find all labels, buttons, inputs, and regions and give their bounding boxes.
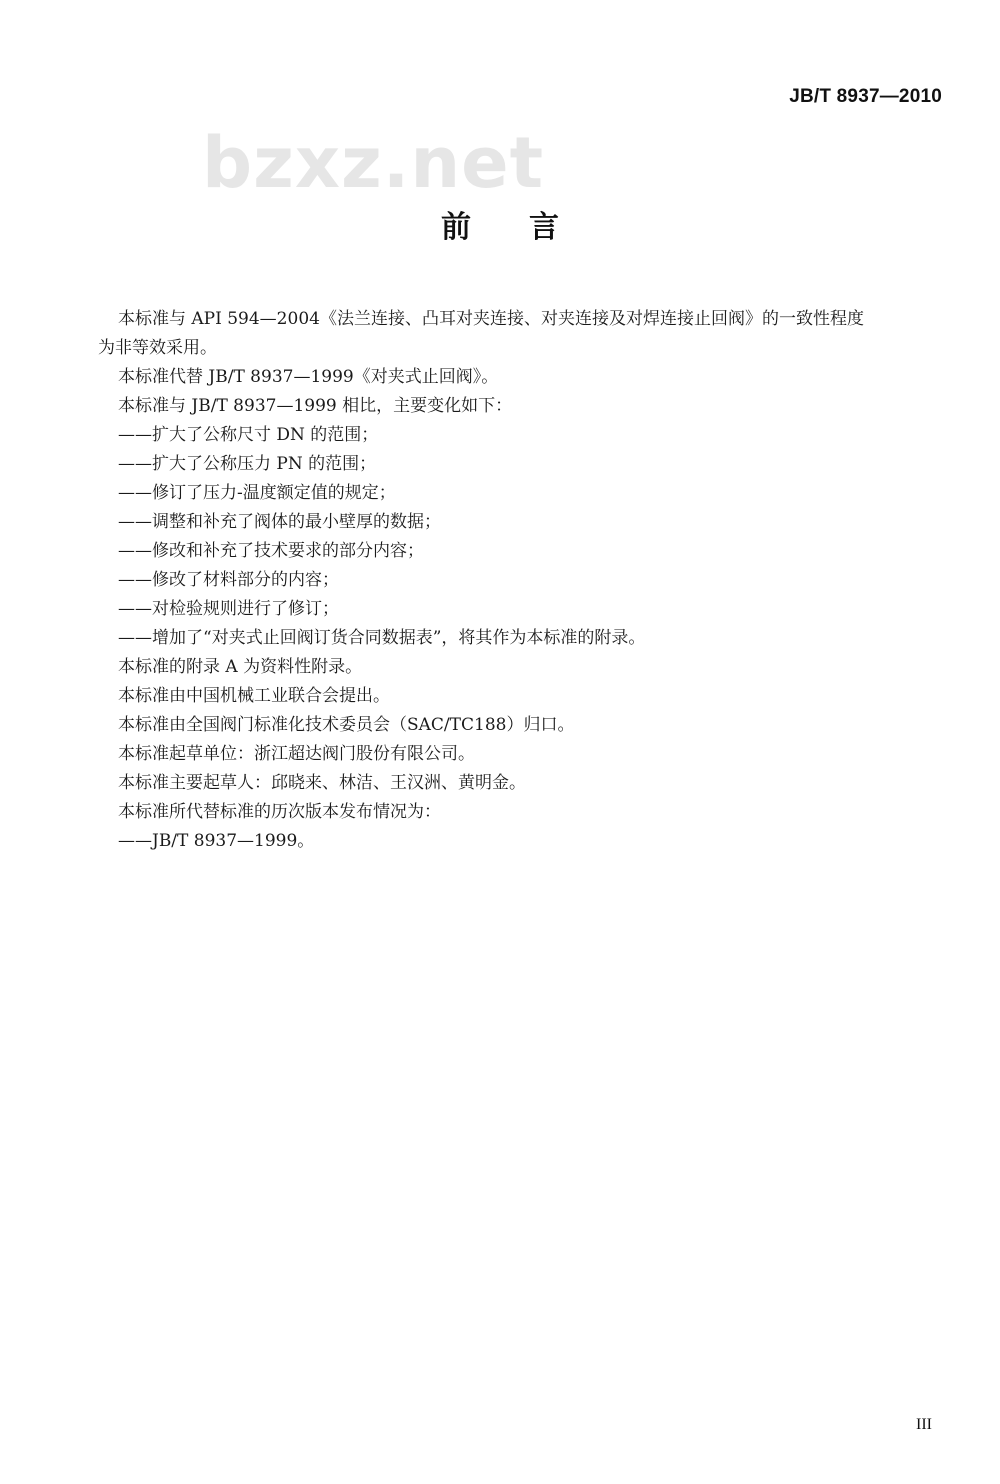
list-item-change: ——对检验规则进行了修订； [118,599,339,619]
list-item-change: ——扩大了公称压力 PN 的范围； [118,454,377,474]
paragraph-technical-committee: 本标准由全国阀门标准化技术委员会（SAC/TC188）归口。 [118,715,575,735]
list-item-change: ——修改和补充了技术要求的部分内容； [118,541,424,561]
paragraph-drafting-unit: 本标准起草单位：浙江超达阀门股份有限公司。 [118,744,475,764]
paragraph-proposer: 本标准由中国机械工业联合会提出。 [118,686,390,706]
page-number: III [916,1416,932,1433]
list-item-history: ——JB/T 8937—1999。 [118,831,315,851]
list-item-change: ——扩大了公称尺寸 DN 的范围； [118,425,379,445]
paragraph-equivalence-continued: 为非等效采用。 [98,338,217,358]
foreword-body [98,305,948,856]
paragraph-equivalence: 本标准与 API 594—2004《法兰连接、凸耳对夹连接、对夹连接及对焊连接止回阀》的一致性程度 [118,309,864,329]
paragraph-drafters: 本标准主要起草人：邱晓来、林洁、王汉洲、黄明金。 [118,773,526,793]
paragraph-appendix: 本标准的附录 A 为资料性附录。 [118,657,363,677]
list-item-change: ——增加了“对夹式止回阀订货合同数据表”，将其作为本标准的附录。 [118,628,646,648]
title-char-2: 言 [529,210,559,245]
paragraph-replaces: 本标准代替 JB/T 8937—1999《对夹式止回阀》。 [118,367,499,387]
list-item-change: ——修订了压力-温度额定值的规定； [118,483,396,503]
standard-code: JB/T 8937—2010 [789,86,942,107]
list-item-change: ——调整和补充了阀体的最小壁厚的数据； [118,512,441,532]
title-char-1: 前 [441,210,471,245]
paragraph-changes-intro: 本标准与 JB/T 8937—1999 相比，主要变化如下： [118,396,513,416]
list-item-change: ——修改了材料部分的内容； [118,570,339,590]
page-title [0,202,1000,246]
paragraph-history-intro: 本标准所代替标准的历次版本发布情况为： [118,802,441,822]
watermark: bzxz.net [202,122,545,204]
